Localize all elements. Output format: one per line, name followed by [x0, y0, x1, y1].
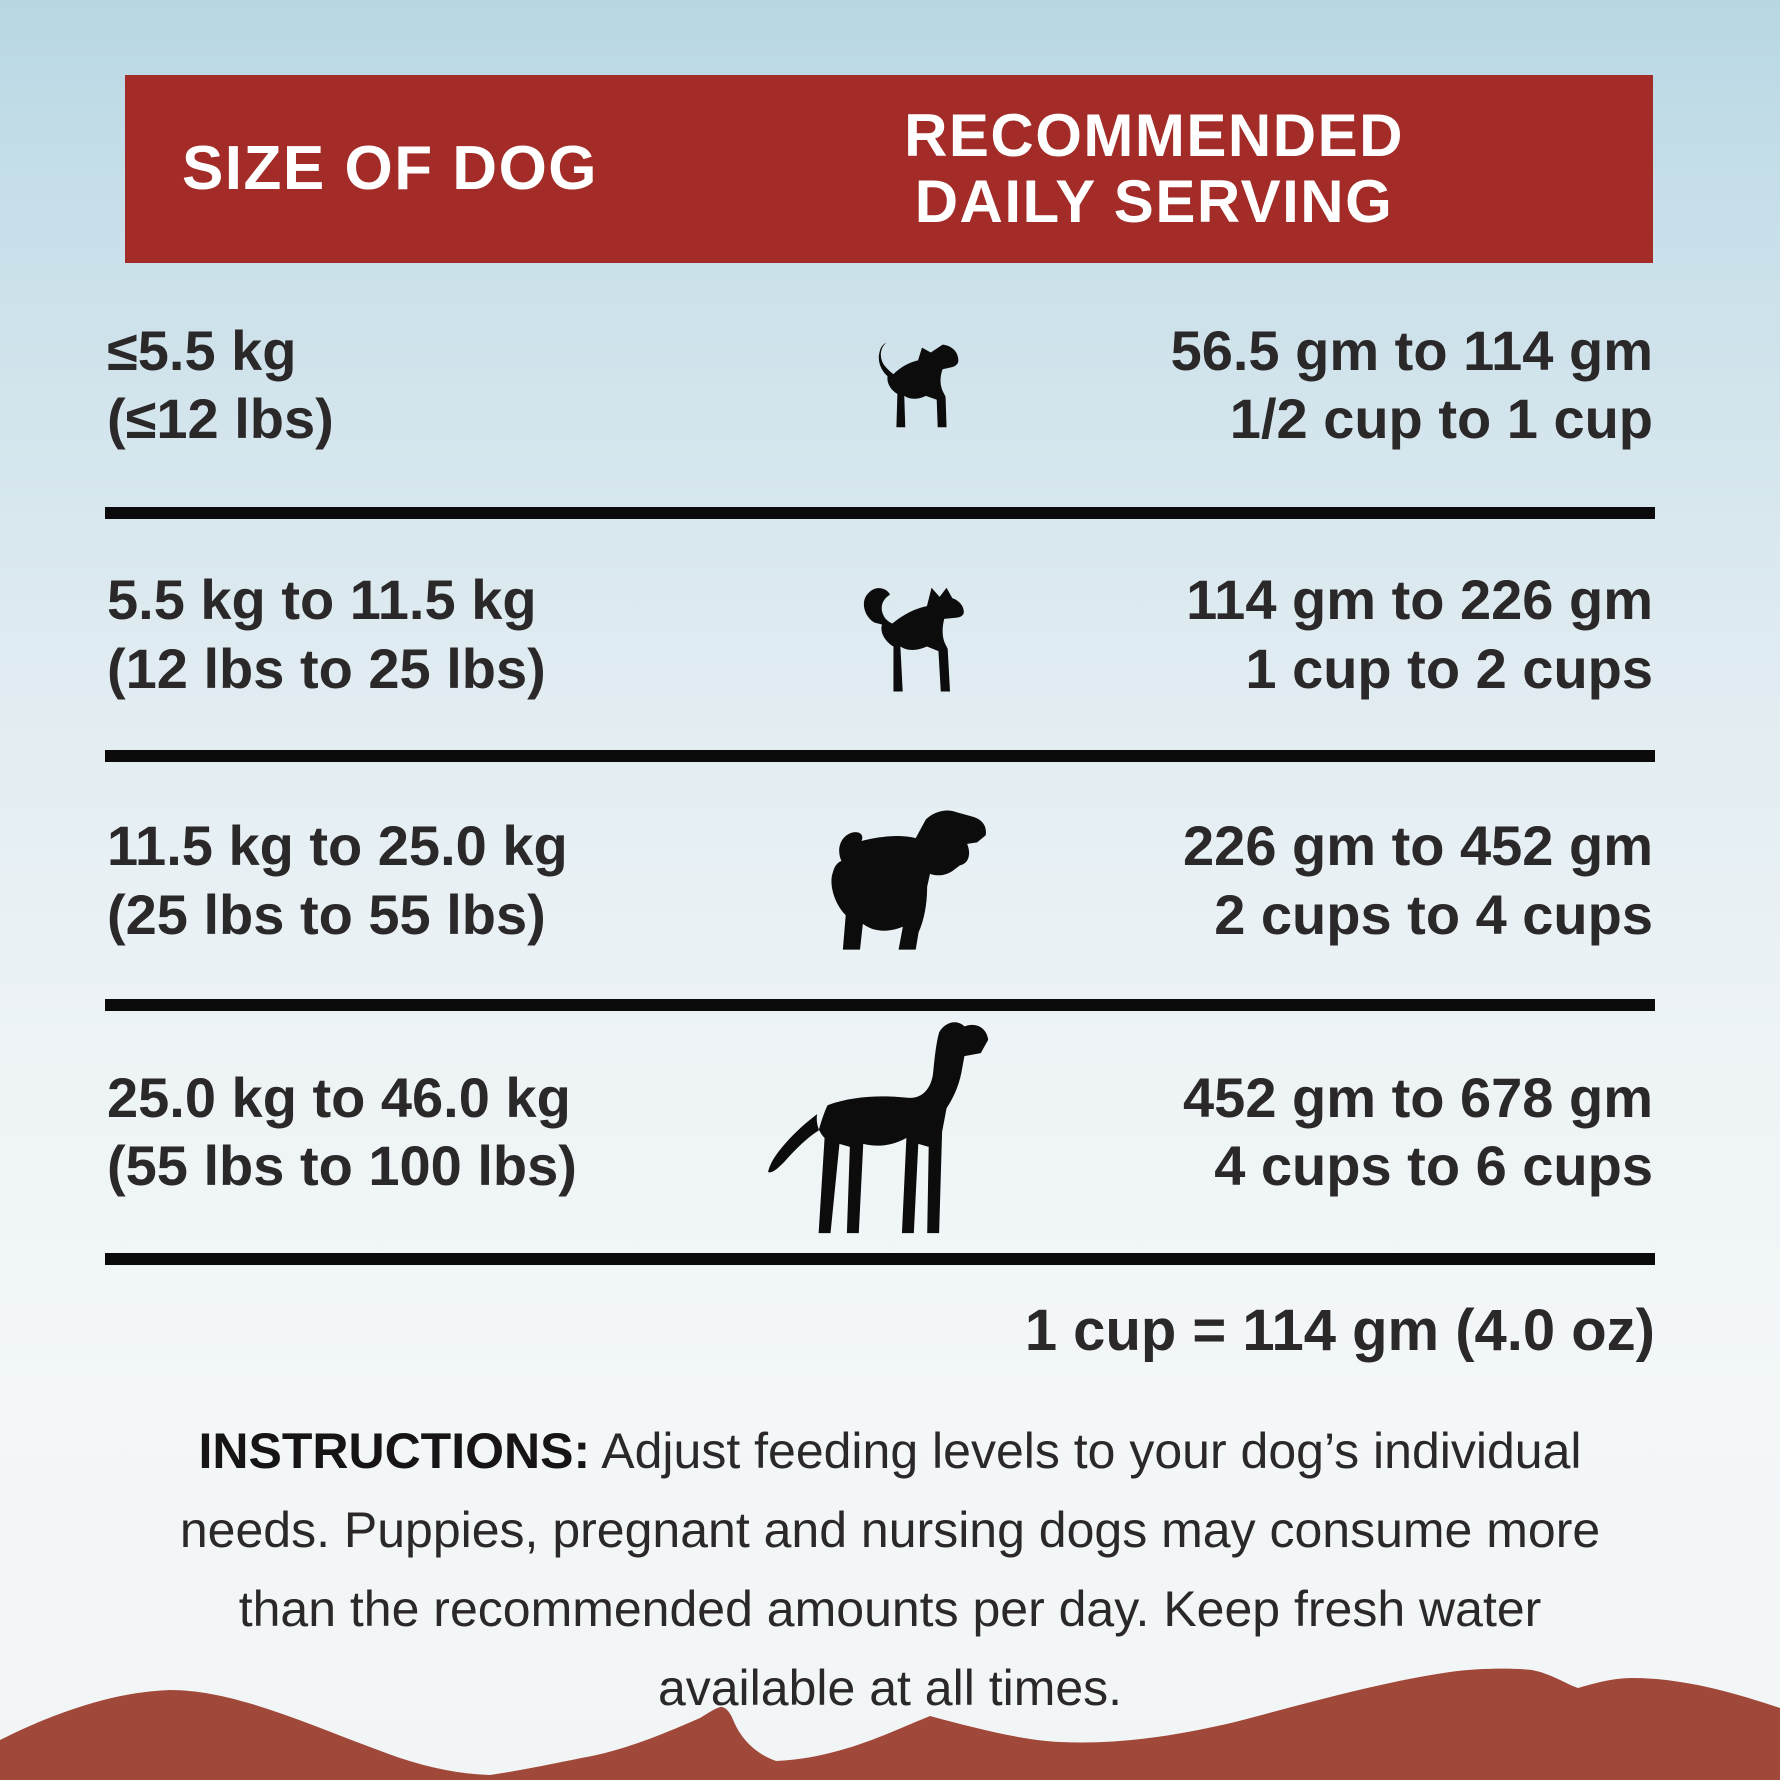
- instructions-line: than the recommended amounts per day. Keep fresh water: [238, 1581, 1542, 1637]
- serving-cups: 1 cup to 2 cups: [1245, 636, 1653, 700]
- serving-cell: [1085, 812, 1655, 949]
- size-kg: ≤5.5 kg: [107, 318, 297, 382]
- size-cell: [105, 317, 755, 454]
- instructions-paragraph: [80, 1412, 1700, 1728]
- size-lbs: (55 lbs to 100 lbs): [107, 1134, 577, 1197]
- instructions-text: Adjust feeding levels to your dog’s individual: [590, 1423, 1582, 1479]
- size-lbs: (≤12 lbs): [107, 387, 334, 450]
- small-terrier-dog-icon: [861, 327, 979, 443]
- serving-grams: 226 gm to 452 gm: [1183, 814, 1653, 878]
- serving-grams: 114 gm to 226 gm: [1186, 568, 1653, 632]
- serving-cups: 2 cups to 4 cups: [1214, 882, 1653, 946]
- serving-cups: 1/2 cup to 1 cup: [1229, 387, 1653, 450]
- serving-grams: 56.5 gm to 114 gm: [1170, 318, 1653, 382]
- dog-icon-cell: [755, 327, 1085, 443]
- small-spitz-dog-icon: [845, 570, 995, 700]
- header-daily-serving: RECOMMENDED DAILY SERVING: [904, 102, 1404, 235]
- dog-icon-cell: [755, 801, 1085, 961]
- table-row: [105, 263, 1655, 519]
- dog-icon-cell: [755, 570, 1085, 700]
- serving-cups: 4 cups to 6 cups: [1214, 1134, 1653, 1197]
- dog-icon-cell: [755, 1013, 1085, 1251]
- serving-cell: [1085, 317, 1655, 454]
- instructions-label: INSTRUCTIONS:: [198, 1423, 591, 1479]
- serving-cell: [1085, 566, 1655, 703]
- cup-equivalence-note: 1 cup = 114 gm (4.0 oz): [1024, 1298, 1655, 1363]
- serving-grams: 452 gm to 678 gm: [1183, 1065, 1653, 1129]
- table-row: [105, 1011, 1655, 1265]
- size-kg: 25.0 kg to 46.0 kg: [107, 1065, 571, 1129]
- size-cell: [105, 566, 755, 703]
- instructions-line: needs. Puppies, pregnant and nursing dogs may consume more: [179, 1502, 1601, 1558]
- size-cell: [105, 812, 755, 949]
- feeding-table: [105, 263, 1655, 1265]
- serving-cell: [1085, 1064, 1655, 1201]
- table-row: [105, 762, 1655, 1011]
- table-row: [105, 519, 1655, 762]
- table-header: [125, 75, 1653, 263]
- instructions-line: [80, 1412, 1700, 1491]
- header-size-of-dog: SIZE OF DOG: [181, 133, 599, 203]
- size-kg: 11.5 kg to 25.0 kg: [107, 814, 568, 878]
- size-lbs: (25 lbs to 55 lbs): [107, 882, 546, 946]
- instructions-line: available at all times.: [657, 1660, 1123, 1716]
- spaniel-dog-icon: [811, 801, 1029, 961]
- great-dane-dog-icon: [753, 1013, 1033, 1251]
- size-lbs: (12 lbs to 25 lbs): [107, 636, 546, 700]
- size-cell: [105, 1064, 755, 1201]
- size-kg: 5.5 kg to 11.5 kg: [107, 568, 537, 632]
